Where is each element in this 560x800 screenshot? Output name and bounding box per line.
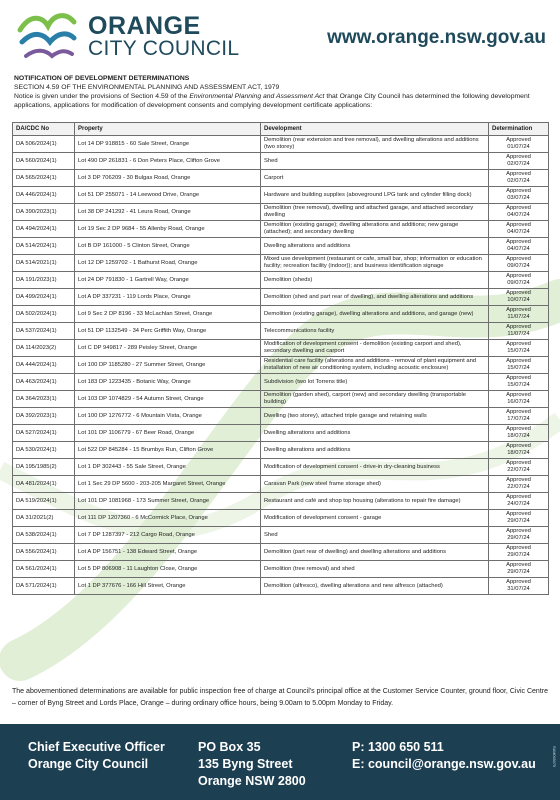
development-cell: Dwelling (two storey), attached triple garage and retaining walls <box>261 408 489 425</box>
development-cell: Demolition (sheds) <box>261 272 489 289</box>
column-header-da: DA/CDC No <box>13 123 75 136</box>
da-cell: DA 392/2023(1) <box>13 408 75 425</box>
determination-status: Approved <box>506 307 531 313</box>
table-row <box>13 153 549 170</box>
development-cell: Demolition (part rear of dwelling) and dwelling alterations and additions <box>261 544 489 561</box>
development-cell: Modification of development consent - drive-in dry-cleaning business <box>261 459 489 476</box>
determination-cell <box>489 408 549 425</box>
table-body <box>13 136 549 595</box>
determination-status: Approved <box>506 409 531 415</box>
determination-date: 09/07/24 <box>507 280 530 286</box>
development-cell: Restaurant and café and shop top housing (alterations to repair fire damage) <box>261 493 489 510</box>
brand-subtitle: CITY COUNCIL <box>88 37 240 60</box>
development-cell: Modification of development consent - garage <box>261 510 489 527</box>
determination-date: 04/07/24 <box>507 229 530 235</box>
da-cell: DA 519/2024(1) <box>13 493 75 510</box>
da-cell: DA 499/2024(1) <box>13 289 75 306</box>
determination-date: 09/07/24 <box>507 263 530 269</box>
column-header-property: Property <box>75 123 261 136</box>
determination-cell <box>489 221 549 238</box>
determination-cell <box>489 136 549 153</box>
determination-date: 29/07/24 <box>507 518 530 524</box>
table-row <box>13 170 549 187</box>
development-cell: Demolition (existing garage), dwelling alterations and additions, and garage (new) <box>261 306 489 323</box>
development-cell: Demolition (shed and part rear of dwelling), and dwelling alterations and additions <box>261 289 489 306</box>
determination-status: Approved <box>506 477 531 483</box>
determination-status: Approved <box>506 443 531 449</box>
determination-cell <box>489 255 549 272</box>
inspection-footnote: The abovementioned determinations are available for public inspection free of charge at Council's principal office at the Customer Service Counter, ground floor, Civic Centre – corner of Byng Street and Lords Place, Orange – during ordinary office hours, being 9.00am to 5.00pm Monday to Friday. <box>12 688 548 707</box>
determination-date: 17/07/24 <box>507 416 530 422</box>
determination-date: 16/07/24 <box>507 399 530 405</box>
table-row <box>13 425 549 442</box>
notice-body-act: Environmental Planning and Assessment Act <box>189 93 325 100</box>
da-cell: DA 364/2023(1) <box>13 391 75 408</box>
da-cell: DA 537/2024(1) <box>13 323 75 340</box>
determination-date: 29/07/24 <box>507 552 530 558</box>
footer-address <box>198 739 306 790</box>
determination-cell <box>489 306 549 323</box>
da-cell: DA 481/2024(1) <box>13 476 75 493</box>
table-row <box>13 459 549 476</box>
property-cell: Lot 1 DP 302443 - 55 Sale Street, Orange <box>75 459 261 476</box>
property-cell: Lot 490 DP 261831 - 6 Don Peters Place, Clifton Grove <box>75 153 261 170</box>
table-row <box>13 442 549 459</box>
determination-date: 11/07/24 <box>507 314 530 320</box>
property-cell: Lot 100 DP 1185280 - 27 Summer Street, Orange <box>75 357 261 374</box>
property-cell: Lot 103 DP 1074829 - 54 Autumn Street, Orange <box>75 391 261 408</box>
property-cell: Lot C DP 949817 - 289 Peisley Street, Orange <box>75 340 261 357</box>
da-cell: DA 446/2024(1) <box>13 187 75 204</box>
da-cell: DA 538/2024(1) <box>13 527 75 544</box>
determination-status: Approved <box>506 562 531 568</box>
development-cell: Dwelling alterations and additions <box>261 238 489 255</box>
property-cell: Lot 101 DP 1081968 - 173 Summer Street, Orange <box>75 493 261 510</box>
table-row <box>13 238 549 255</box>
determination-date: 22/07/24 <box>507 484 530 490</box>
header <box>0 0 560 74</box>
determination-date: 15/07/24 <box>507 382 530 388</box>
property-cell: Lot B DP 161000 - 5 Clinton Street, Orange <box>75 238 261 255</box>
table-header-row <box>13 123 549 136</box>
property-cell: Lot A DP 156751 - 138 Edward Street, Orange <box>75 544 261 561</box>
determination-cell <box>489 442 549 459</box>
table-row <box>13 493 549 510</box>
determination-date: 24/07/24 <box>507 501 530 507</box>
determination-date: 15/07/24 <box>507 348 530 354</box>
determination-cell <box>489 238 549 255</box>
determination-cell <box>489 510 549 527</box>
determination-status: Approved <box>506 324 531 330</box>
da-cell: DA 502/2024(1) <box>13 306 75 323</box>
development-cell: Demolition (tree removal) and shed <box>261 561 489 578</box>
determination-cell <box>489 272 549 289</box>
development-cell: Telecommunications facility <box>261 323 489 340</box>
determination-date: 02/07/24 <box>507 178 530 184</box>
determination-date: 18/07/24 <box>507 433 530 439</box>
development-cell: Hardware and building supplies (aboveground LPG tank and cylinder filling dock) <box>261 187 489 204</box>
footer-code: RAM065075 <box>552 746 556 768</box>
determination-date: 22/07/24 <box>507 467 530 473</box>
determination-cell <box>489 527 549 544</box>
development-cell: Shed <box>261 527 489 544</box>
property-cell: Lot 38 DP 241292 - 41 Leura Road, Orange <box>75 204 261 221</box>
da-cell: DA 195/1985(2) <box>13 459 75 476</box>
table-row <box>13 340 549 357</box>
determination-date: 03/07/24 <box>507 195 530 201</box>
table-row <box>13 357 549 374</box>
notice-section: SECTION 4.59 OF THE ENVIRONMENTAL PLANNING AND ASSESSMENT ACT, 1979 <box>14 84 280 91</box>
determination-date: 15/07/24 <box>507 365 530 371</box>
table-row <box>13 527 549 544</box>
da-cell: DA 506/2024(1) <box>13 136 75 153</box>
da-cell: DA 530/2024(1) <box>13 442 75 459</box>
determination-cell <box>489 153 549 170</box>
da-cell: DA 390/2023(1) <box>13 204 75 221</box>
determination-status: Approved <box>506 545 531 551</box>
determination-date: 29/07/24 <box>507 535 530 541</box>
determination-cell <box>489 374 549 391</box>
property-cell: Lot 51 DP 255071 - 14 Leewood Drive, Orange <box>75 187 261 204</box>
property-cell: Lot 183 DP 1223435 - Botanic Way, Orange <box>75 374 261 391</box>
determination-cell <box>489 544 549 561</box>
determination-cell <box>489 323 549 340</box>
determination-cell <box>489 561 549 578</box>
determination-status: Approved <box>506 239 531 245</box>
table-row <box>13 544 549 561</box>
determination-status: Approved <box>506 426 531 432</box>
footer-address-line2: 135 Byng Street <box>198 757 293 771</box>
table-row <box>13 289 549 306</box>
column-header-determination: Determination <box>489 123 549 136</box>
da-cell: DA 514/2024(1) <box>13 238 75 255</box>
determination-cell <box>489 391 549 408</box>
da-cell: DA 560/2024(1) <box>13 153 75 170</box>
determination-date: 31/07/24 <box>507 586 530 592</box>
determination-status: Approved <box>506 341 531 347</box>
development-cell: Subdivision (two lot Torrens title) <box>261 374 489 391</box>
property-cell: Lot 51 DP 1132549 - 34 Perc Griffith Way, Orange <box>75 323 261 340</box>
da-cell: DA 571/2024(1) <box>13 578 75 595</box>
footer-contact <box>352 739 536 773</box>
table-row <box>13 476 549 493</box>
determination-status: Approved <box>506 392 531 398</box>
table-row <box>13 510 549 527</box>
footer-phone: P: 1300 650 511 <box>352 740 444 754</box>
determination-status: Approved <box>506 358 531 364</box>
determination-cell <box>489 493 549 510</box>
column-header-development: Development <box>261 123 489 136</box>
determination-status: Approved <box>506 528 531 534</box>
council-logo-icon <box>16 8 78 66</box>
determination-status: Approved <box>506 290 531 296</box>
determination-date: 18/07/24 <box>507 450 530 456</box>
notice-title: NOTIFICATION OF DEVELOPMENT DETERMINATIONS <box>14 75 190 82</box>
determination-cell <box>489 578 549 595</box>
determination-cell <box>489 357 549 374</box>
property-cell: Lot 19 Sec 2 DP 9684 - 55 Allenby Road, Orange <box>75 221 261 238</box>
footer-address-line3: Orange NSW 2800 <box>198 774 306 788</box>
development-cell: Carport <box>261 170 489 187</box>
da-cell: DA 527/2024(1) <box>13 425 75 442</box>
development-cell: Dwelling alterations and additions <box>261 425 489 442</box>
property-cell: Lot 24 DP 791830 - 1 Gartrell Way, Orange <box>75 272 261 289</box>
determination-cell <box>489 425 549 442</box>
notice-body <box>14 92 546 110</box>
da-cell: DA 561/2024(1) <box>13 561 75 578</box>
da-cell: DA 191/2023(1) <box>13 272 75 289</box>
table-row <box>13 561 549 578</box>
table-row <box>13 578 549 595</box>
property-cell: Lot A DP 337231 - 119 Lords Place, Orange <box>75 289 261 306</box>
determination-status: Approved <box>506 188 531 194</box>
determination-cell <box>489 476 549 493</box>
da-cell: DA 31/2021(2) <box>13 510 75 527</box>
table-row <box>13 323 549 340</box>
table-row <box>13 221 549 238</box>
notice-intro <box>14 74 546 110</box>
notice-body-part2: that Orange City Council has determined the following development applications, applications for modification of development consents and complying development certificate applications: <box>14 93 530 109</box>
property-cell: Lot 7 DP 1287397 - 212 Cargo Road, Orange <box>75 527 261 544</box>
table-row <box>13 272 549 289</box>
determination-date: 04/07/24 <box>507 246 530 252</box>
determination-status: Approved <box>506 222 531 228</box>
da-cell: DA 463/2024(1) <box>13 374 75 391</box>
property-cell: Lot 3 DP 706209 - 30 Bulgas Road, Orange <box>75 170 261 187</box>
table-row <box>13 187 549 204</box>
da-cell: DA 514/2021(1) <box>13 255 75 272</box>
website-url: www.orange.nsw.gov.au <box>327 27 546 48</box>
determination-status: Approved <box>506 494 531 500</box>
development-cell: Demolition (garden shed), carport (new) and secondary dwelling (transportable building) <box>261 391 489 408</box>
development-cell: Residential care facility (alterations and additions - removal of plant equipment and installation of new air conditioning system, including acoustic enclosure) <box>261 357 489 374</box>
table-row <box>13 391 549 408</box>
determination-date: 29/07/24 <box>507 569 530 575</box>
footer-address-line1: PO Box 35 <box>198 740 261 754</box>
footer-email: E: council@orange.nsw.gov.au <box>352 757 536 771</box>
property-cell: Lot 12 DP 1259702 - 1 Bathurst Road, Orange <box>75 255 261 272</box>
determination-status: Approved <box>506 375 531 381</box>
determination-status: Approved <box>506 137 531 143</box>
property-cell: Lot 100 DP 1276772 - 6 Mountain Vista, Orange <box>75 408 261 425</box>
determination-status: Approved <box>506 256 531 262</box>
footer-signatory <box>28 739 165 773</box>
determination-date: 04/07/24 <box>507 212 530 218</box>
table-row <box>13 374 549 391</box>
development-cell: Mixed use development (restaurant or cafe, small bar, shop; information or education facility; recreation facility (indoor)); and business identification signage <box>261 255 489 272</box>
property-cell: Lot 5 DP 806908 - 11 Laughton Close, Orange <box>75 561 261 578</box>
development-cell: Shed <box>261 153 489 170</box>
table-row <box>13 204 549 221</box>
footer-name-line1: Chief Executive Officer <box>28 740 165 754</box>
development-cell: Demolition (rear extension and tree removal), and dwelling alterations and additions (two storey) <box>261 136 489 153</box>
table-row <box>13 306 549 323</box>
development-cell: Demolition (tree removal), dwelling and attached garage, and attached secondary dwelling <box>261 204 489 221</box>
property-cell: Lot 14 DP 918815 - 60 Sale Street, Orange <box>75 136 261 153</box>
determination-cell <box>489 459 549 476</box>
determination-status: Approved <box>506 171 531 177</box>
da-cell: DA 494/2024(1) <box>13 221 75 238</box>
determination-date: 01/07/24 <box>507 144 530 150</box>
notice-body-part1: Notice is given under the provisions of Section 4.59 of the <box>14 93 190 100</box>
determination-status: Approved <box>506 579 531 585</box>
determination-status: Approved <box>506 273 531 279</box>
determination-date: 02/07/24 <box>507 161 530 167</box>
da-cell: DA 114/2023(2) <box>13 340 75 357</box>
determination-cell <box>489 204 549 221</box>
property-cell: Lot 101 DP 1106779 - 67 Beer Road, Orange <box>75 425 261 442</box>
property-cell: Lot 111 DP 1207360 - 6 McCormick Place, Orange <box>75 510 261 527</box>
development-cell: Modification of development consent - demolition (existing carport and shed), secondary dwelling and carport <box>261 340 489 357</box>
determination-status: Approved <box>506 511 531 517</box>
da-cell: DA 565/2024(1) <box>13 170 75 187</box>
table-row <box>13 136 549 153</box>
determination-status: Approved <box>506 154 531 160</box>
determination-status: Approved <box>506 205 531 211</box>
development-cell: Caravan Park (new steel frame storage shed) <box>261 476 489 493</box>
determination-cell <box>489 170 549 187</box>
property-cell: Lot 522 DP 845284 - 15 Brumbys Run, Clifton Grove <box>75 442 261 459</box>
determination-cell <box>489 187 549 204</box>
da-cell: DA 556/2024(1) <box>13 544 75 561</box>
determination-date: 10/07/24 <box>507 297 530 303</box>
footer-name-line2: Orange City Council <box>28 757 149 771</box>
development-cell: Demolition (alfresco), dwelling alterations and new alfresco (attached) <box>261 578 489 595</box>
determinations-table <box>12 122 549 595</box>
determination-cell <box>489 340 549 357</box>
da-cell: DA 444/2024(1) <box>13 357 75 374</box>
property-cell: Lot 1 DP 377676 - 166 Hill Street, Orange <box>75 578 261 595</box>
footer <box>0 724 560 800</box>
development-cell: Dwelling alterations and additions <box>261 442 489 459</box>
determination-date: 11/07/24 <box>507 331 530 337</box>
determination-status: Approved <box>506 460 531 466</box>
table-row <box>13 255 549 272</box>
development-cell: Demolition (existing garage); dwelling alterations and additions; new garage (attached); and secondary dwelling <box>261 221 489 238</box>
determination-cell <box>489 289 549 306</box>
property-cell: Lot 9 Sec 2 DP 8196 - 33 McLachlan Street, Orange <box>75 306 261 323</box>
table-row <box>13 408 549 425</box>
property-cell: Lot 1 Sec 29 DP 5600 - 203-205 Margaret Street, Orange <box>75 476 261 493</box>
brand-name: ORANGE <box>88 12 201 40</box>
